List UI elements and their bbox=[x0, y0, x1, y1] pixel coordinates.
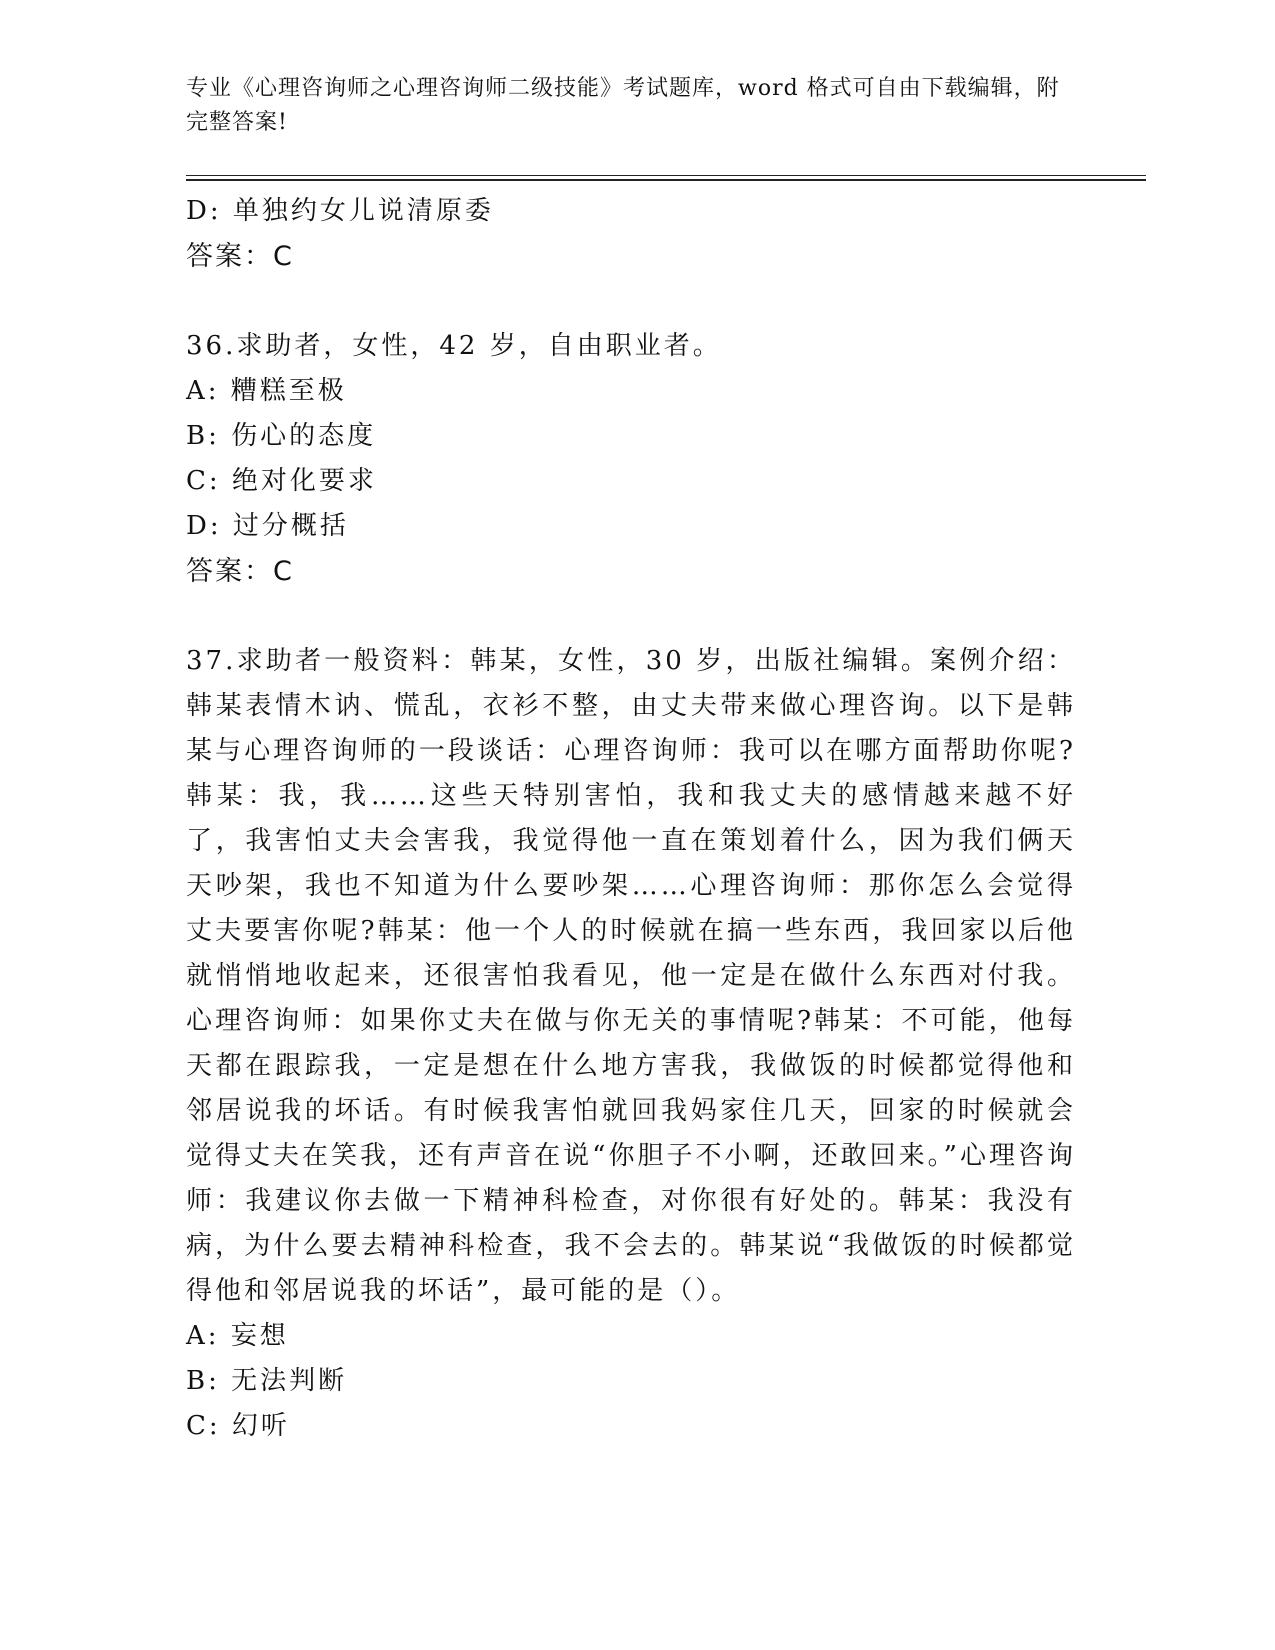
question-37-option-b: B: 无法判断 bbox=[186, 1366, 348, 1396]
question-36-option-b: B: 伤心的态度 bbox=[186, 421, 377, 451]
question-36-option-c: C: 绝对化要求 bbox=[186, 466, 377, 496]
question-36-option-a: A: 糟糕至极 bbox=[186, 376, 347, 406]
spacer bbox=[186, 279, 1076, 324]
header-divider-thick bbox=[186, 179, 1146, 181]
question-37-option-c: C: 幻听 bbox=[186, 1411, 290, 1441]
prev-question-answer: 答案：C bbox=[186, 241, 294, 272]
question-37-option-a: A: 妄想 bbox=[186, 1321, 289, 1351]
question-36-stem: 36.求助者，女性，42 岁，自由职业者。 bbox=[186, 331, 722, 361]
question-36-option-d: D: 过分概括 bbox=[186, 511, 349, 541]
spacer bbox=[186, 594, 1076, 639]
prev-question-option-d: D: 单独约女儿说清原委 bbox=[186, 196, 494, 226]
question-37-stem: 37.求助者一般资料：韩某，女性，30 岁，出版社编辑。案例介绍：韩某表情木讷、慌乱，衣衫不整，由丈夫带来做心理咨询。以下是韩某与心理咨询师的一段谈话：心理咨询师：我可以在哪方面帮助你呢?韩某：我，我……这些天特别害怕，我和我丈夫的感情越来越不好了，我害怕丈夫会害我，我觉得他一直在策划着什么，因为我们俩天天吵架，我也不知道为什么要吵架……心理咨询师：那你怎么会觉得丈夫要害你呢?韩某：他一个人的时候就在搞一些东西，我回家以后他就悄悄地收起来，还很害怕我看见，他一定是在做什么东西对付我。心理咨询师：如果你丈夫在做与你无关的事情呢?韩某：不可能，他每天都在跟踪我，一定是想在什么地方害我，我做饭的时候都觉得他和邻居说我的坏话。有时候我害怕就回我妈家住几天，回家的时候就会觉得丈夫在笑我，还有声音在说“你胆子不小啊，还敢回来。”心理咨询师：我建议你去做一下精神科检查，对你很有好处的。韩某：我没有病，为什么要去精神科检查，我不会去的。韩某说“我做饭的时候都觉得他和邻居说我的坏话”，最可能的是（）。 bbox=[186, 646, 1076, 1306]
header-divider-thin bbox=[186, 175, 1146, 176]
question-36-answer: 答案：C bbox=[186, 556, 294, 587]
question-content bbox=[186, 189, 1076, 1449]
document-header-description: 专业《心理咨询师之心理咨询师二级技能》考试题库，word 格式可自由下载编辑，附完整答案! bbox=[186, 76, 1060, 135]
